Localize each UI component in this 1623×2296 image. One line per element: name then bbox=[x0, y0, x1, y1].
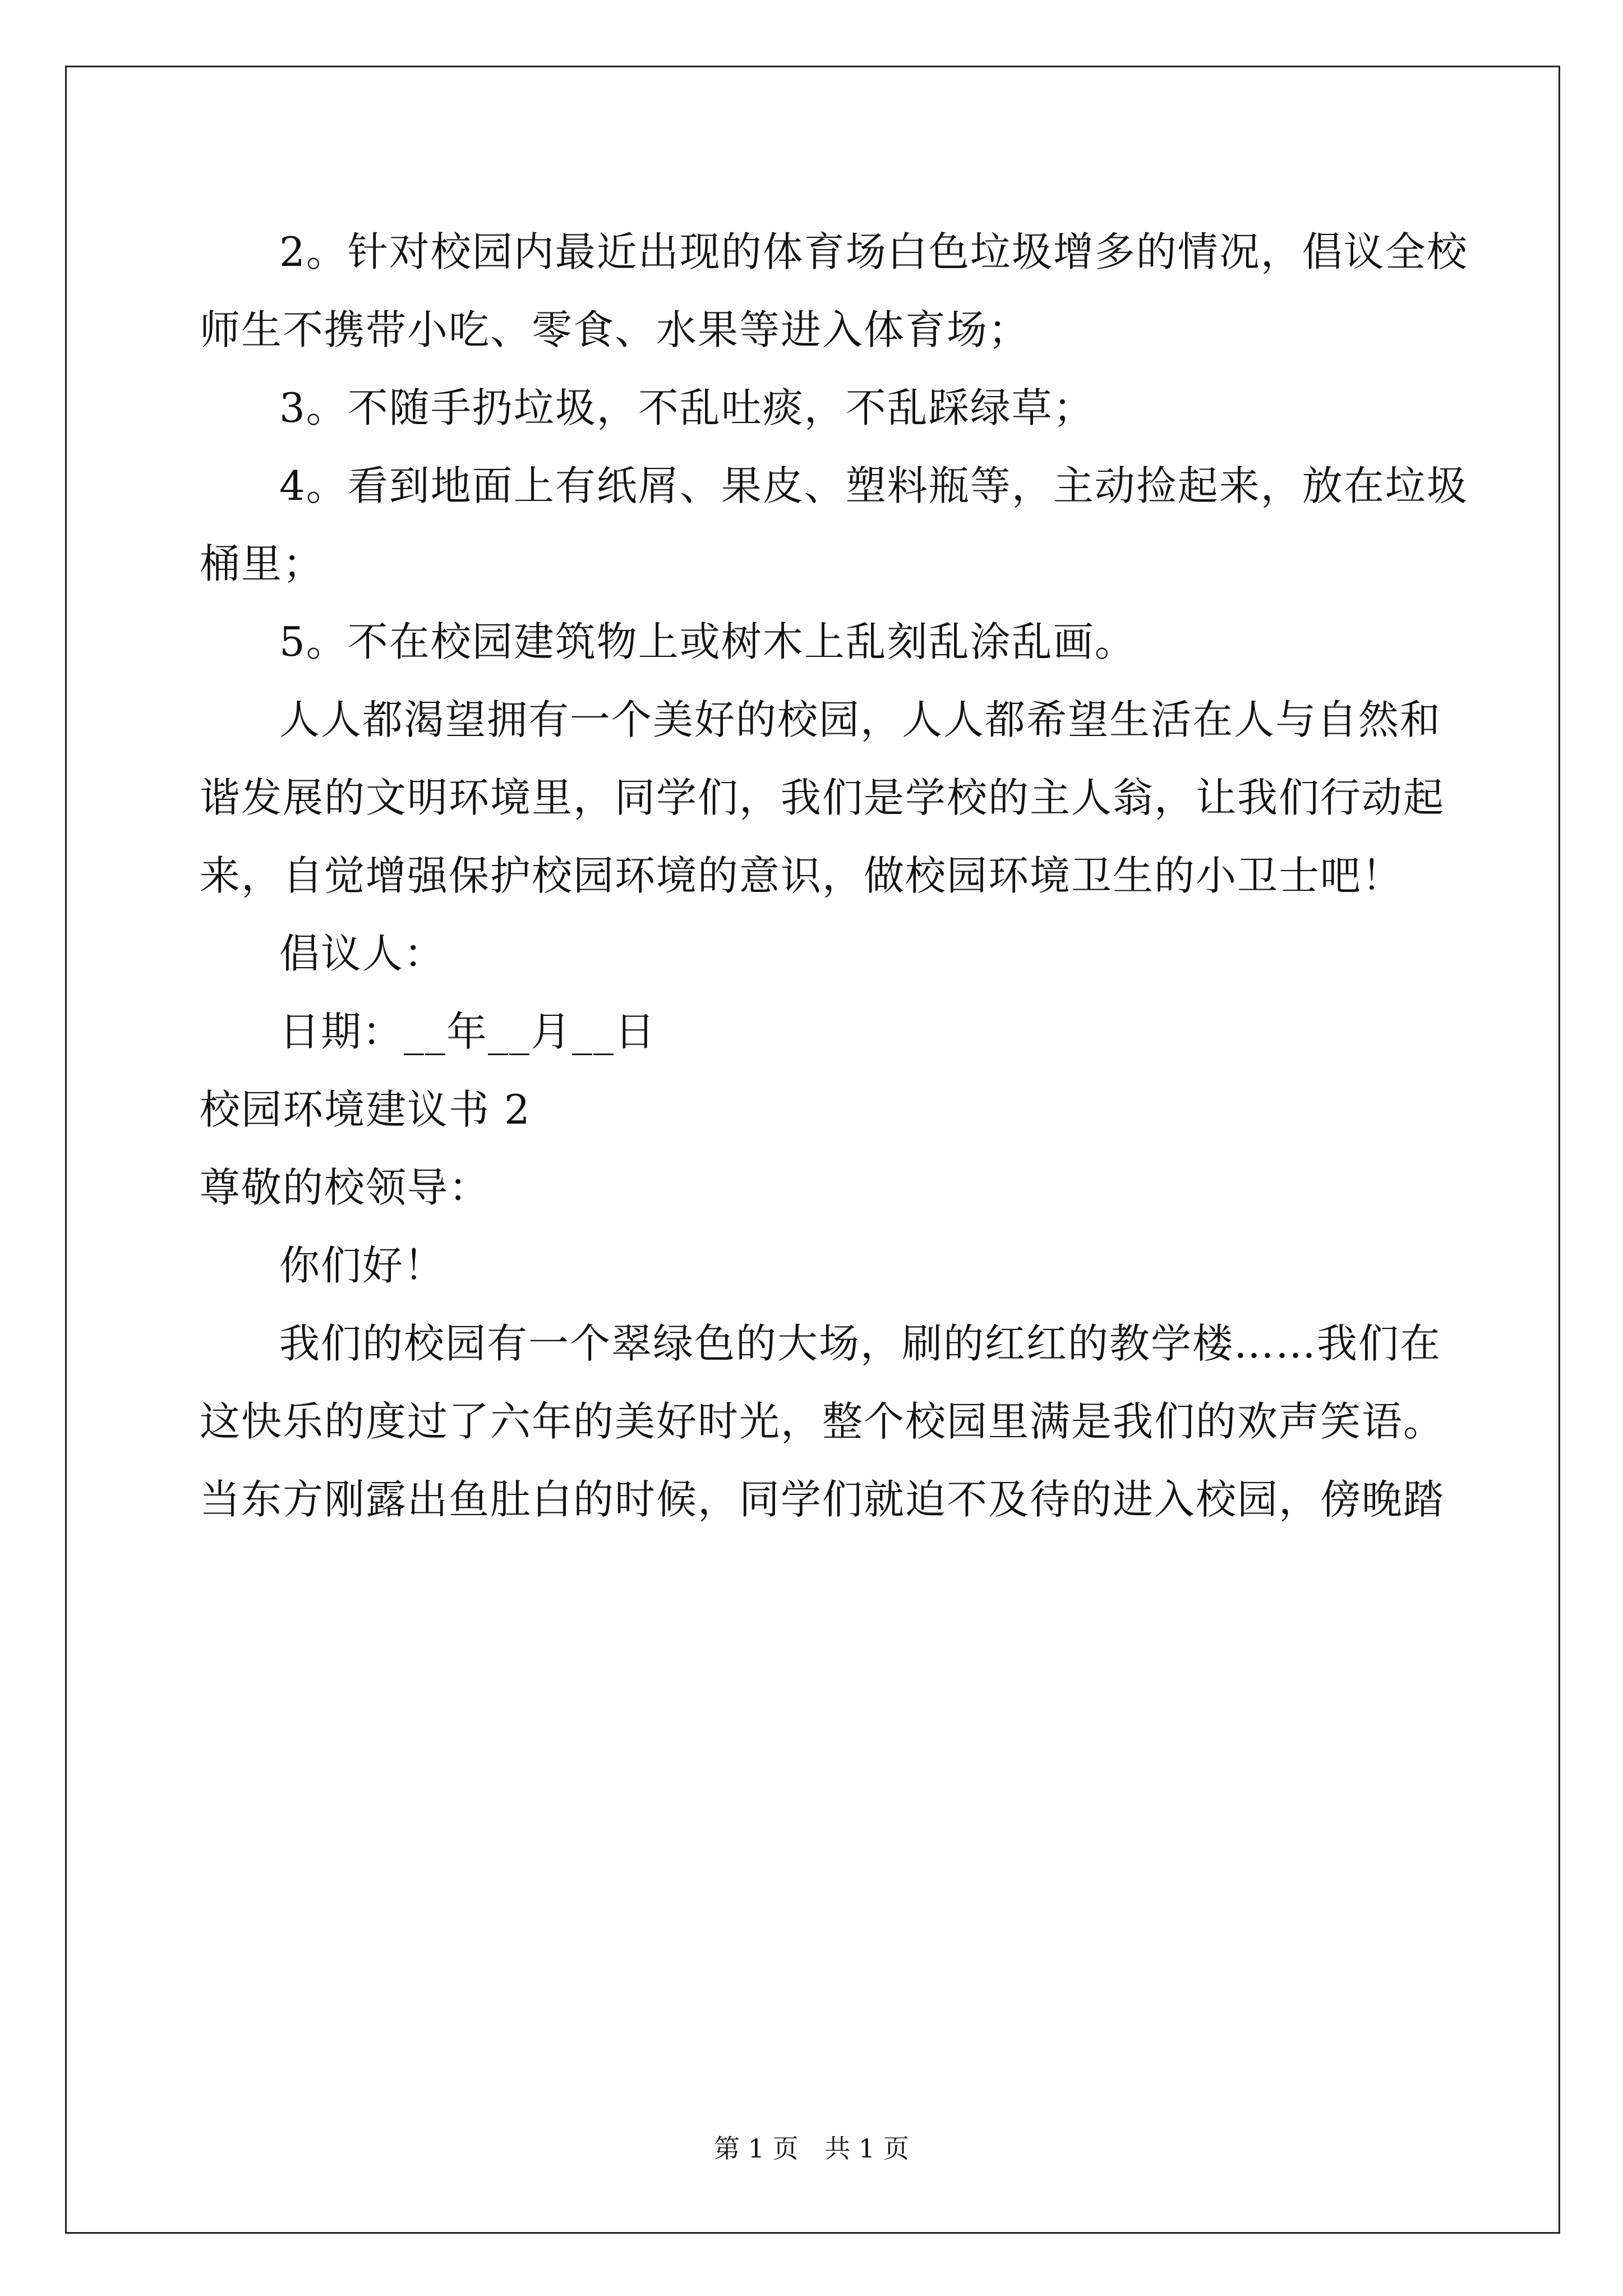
paragraph-line: 2。针对校园内最近出现的体育场白色垃圾增多的情况，倡议全校 bbox=[279, 228, 1468, 275]
document-body bbox=[200, 213, 1468, 1539]
signature-label: 倡议人： bbox=[279, 930, 446, 977]
date-line: 日期：__年__月__日 bbox=[279, 1008, 657, 1055]
greeting: 你们好！ bbox=[279, 1242, 446, 1289]
paragraph-line: 5。不在校园建筑物上或树木上乱刻乱涂乱画。 bbox=[279, 618, 1136, 665]
salutation: 尊敬的校领导： bbox=[200, 1164, 491, 1211]
section-title: 校园环境建议书 2 bbox=[200, 1086, 531, 1133]
paragraph-line: 来，自觉增强保护校园环境的意识，做校园环境卫生的小卫士吧！ bbox=[200, 852, 1404, 899]
paragraph-line: 3。不随手扔垃圾，不乱吐痰，不乱踩绿草； bbox=[279, 384, 1095, 431]
paragraph-line: 人人都渴望拥有一个美好的校园，人人都希望生活在人与自然和 bbox=[279, 696, 1442, 743]
paragraph-line: 当东方刚露出鱼肚白的时候，同学们就迫不及待的进入校园，傍晚踏 bbox=[200, 1476, 1445, 1523]
paragraph-line: 这快乐的度过了六年的美好时光，整个校园里满是我们的欢声笑语。 bbox=[200, 1398, 1445, 1445]
paragraph-line: 4。看到地面上有纸屑、果皮、塑料瓶等，主动捡起来，放在垃圾 bbox=[279, 462, 1468, 509]
paragraph-line: 桶里； bbox=[200, 540, 325, 587]
paragraph-line: 我们的校园有一个翠绿色的大场，刷的红红的教学楼……我们在 bbox=[279, 1320, 1442, 1367]
page-footer bbox=[0, 2132, 1623, 2165]
page-count: 共 1 页 bbox=[824, 2133, 909, 2164]
paragraph-line: 谐发展的文明环境里，同学们，我们是学校的主人翁，让我们行动起 bbox=[200, 774, 1445, 821]
paragraph-line: 师生不携带小吃、零食、水果等进入体育场； bbox=[200, 306, 1030, 353]
page-number: 第 1 页 bbox=[714, 2133, 799, 2164]
